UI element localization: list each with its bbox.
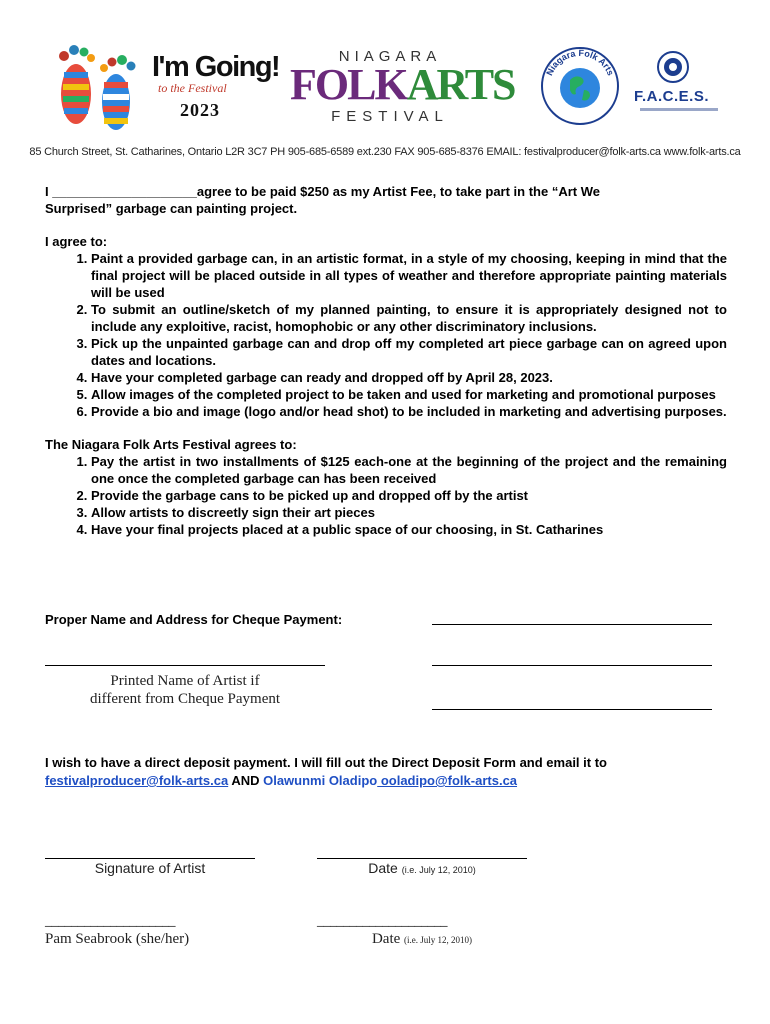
ooladipo-email-link[interactable]: ooladipo@folk-arts.ca xyxy=(377,773,518,788)
cheque-address-line-3[interactable] xyxy=(432,709,712,710)
logo-folk: FOLK xyxy=(290,60,407,109)
going-title: I'm Going! xyxy=(152,51,280,83)
faces-emblem-icon xyxy=(656,50,690,84)
agreement-body xyxy=(45,183,727,538)
signature-line[interactable] xyxy=(45,858,255,859)
logo-arts: ARTS xyxy=(406,60,515,109)
date2-example: (i.e. July 12, 2010) xyxy=(404,935,473,945)
footprints-logo xyxy=(54,36,140,138)
faces-text: F.A.C.E.S. xyxy=(634,88,710,105)
festival-agrees-title: The Niagara Folk Arts Festival agrees to: xyxy=(45,437,297,452)
printed-name-label-line1: Printed Name of Artist if xyxy=(110,673,260,689)
date-line[interactable] xyxy=(317,858,527,859)
going-subtitle: to the Festival xyxy=(158,81,227,95)
date-label: Date xyxy=(368,860,398,876)
cheque-address-line-2[interactable] xyxy=(432,665,712,666)
contact-line: 85 Church Street, St. Catharines, Ontario L2R 3C7 PH 905-685-6589 ext.230 FAX 905-685-8376 EMAIL: festivalproducer@folk-arts.ca www.folk-arts.ca xyxy=(29,146,741,158)
artist-agrees-title: I agree to: xyxy=(45,234,108,249)
list-item: 3. Pick up the unpainted garbage can and drop off my completed art piece garbage can on agreed upon dates and locations. xyxy=(91,335,727,369)
logo-folk-arts-text xyxy=(290,60,515,110)
festival-agrees-list xyxy=(45,453,727,538)
logo-niagara-text: NIAGARA xyxy=(338,48,442,65)
list-item: 1. Pay the artist in two installments of $125 each-one at the beginning of the project and the remaining one once the completed garbage can has been received xyxy=(91,453,727,487)
rep-blank[interactable]: ____________________ xyxy=(45,914,175,929)
printed-name-line[interactable] xyxy=(45,665,325,666)
list-item: 2. Provide the garbage cans to be picked up and dropped off by the artist xyxy=(91,487,727,504)
im-going-logo xyxy=(152,51,280,121)
intro-paragraph xyxy=(45,183,727,217)
deposit-text: I wish to have a direct deposit payment. I will fill out the Direct Deposit Form and email it to xyxy=(45,755,607,770)
going-year: 2023 xyxy=(180,100,220,120)
list-item: 1. Paint a provided garbage can, in an artistic format, in a style of my choosing, keeping in mind that the final project will be placed outside in all types of weather and therefore appropriate painting materials will be used xyxy=(91,250,727,301)
intro-line1-text: agree to be paid $250 as my Artist Fee, to take part in the “Art We xyxy=(196,184,600,199)
date-example: (i.e. July 12, 2010) xyxy=(401,865,476,875)
letterhead xyxy=(0,0,770,175)
festivalproducer-email-link[interactable]: festivalproducer@folk-arts.ca xyxy=(45,773,229,788)
faces-tagline-bar xyxy=(640,108,718,111)
artist-agrees-list xyxy=(45,250,727,420)
folk-arts-festival-logo xyxy=(290,44,515,132)
intro-line2: Surprised” garbage can painting project. xyxy=(45,201,298,216)
contact-name: Olawunmi Oladipo xyxy=(263,773,378,788)
badge-text: Niagara Folk Arts xyxy=(544,47,616,78)
signature-label: Signature of Artist xyxy=(94,860,206,876)
artist-name-blank[interactable]: ____________________ xyxy=(52,184,197,199)
printed-name-label-line2: different from Cheque Payment xyxy=(89,691,281,707)
printed-name-label xyxy=(45,672,325,708)
faces-logo xyxy=(628,50,728,120)
cheque-label: Proper Name and Address for Cheque Payment: xyxy=(45,612,343,627)
rep-name: Pam Seabrook (she/her) xyxy=(45,931,190,947)
date-label-wrap xyxy=(317,860,527,876)
list-item: 2. To submit an outline/sketch of my planned painting, to ensure it is appropriately designed not to include any exploitive, racist, homophobic or any other discriminatory inclusions. xyxy=(91,301,727,335)
list-item: 5. Allow images of the completed project to be taken and used for marketing and promotional purposes xyxy=(91,386,727,403)
date2-label-wrap xyxy=(317,930,527,949)
list-item: 4. Have your final projects placed at a public space of our choosing, in St. Catharines xyxy=(91,521,727,538)
date2-blank[interactable]: ____________________ xyxy=(317,914,447,929)
direct-deposit-paragraph xyxy=(45,754,727,790)
list-item: 6. Provide a bio and image (logo and/or head shot) to be included in marketing and advertising purposes. xyxy=(91,403,727,420)
cheque-address-line-1[interactable] xyxy=(432,624,712,625)
list-item: 4. Have your completed garbage can ready and dropped off by April 28, 2023. xyxy=(91,369,727,386)
and-text: AND xyxy=(228,773,264,788)
date2-label: Date xyxy=(371,931,401,947)
logo-festival-text: FESTIVAL xyxy=(331,108,449,125)
list-item: 3. Allow artists to discreetly sign their art pieces xyxy=(91,504,727,521)
niagara-folk-arts-badge-icon xyxy=(540,46,620,126)
intro-prefix: I ____________________agree to be paid $250 as my Artist Fee, to take part in the “Art We xyxy=(45,184,600,199)
